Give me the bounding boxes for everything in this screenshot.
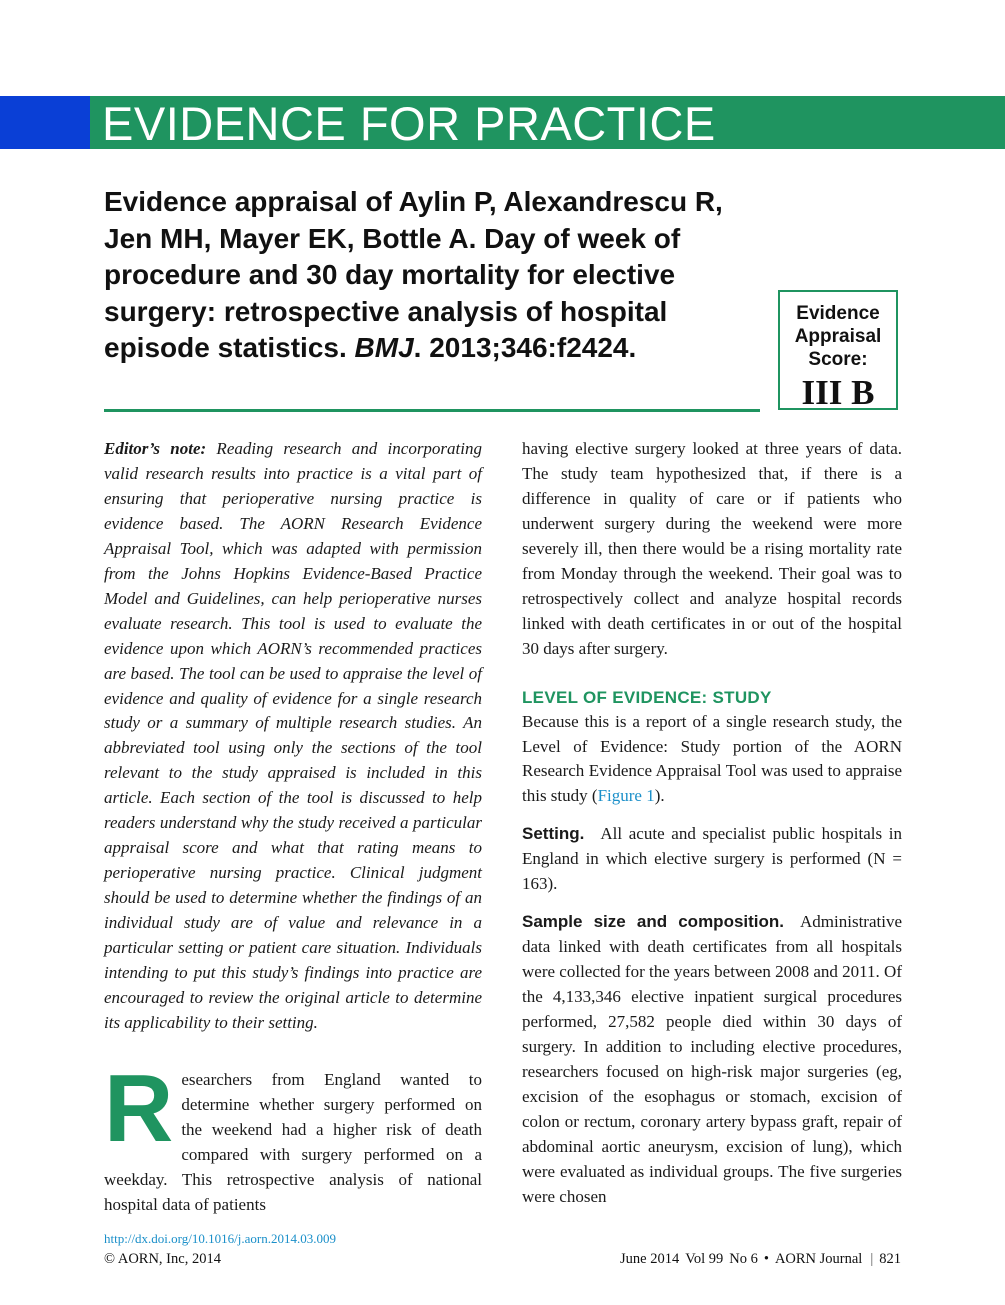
issue-date: June 2014 — [620, 1251, 680, 1267]
figure-1-link[interactable]: Figure 1 — [597, 786, 655, 806]
sample-text: Administrative data linked with death certificates from all hospitals were collected for the years between 2008 and 2011. Of the 4,133,346 elective inpatient surgical procedures performed, 27,582 people died within 30 days of surgery. In addition to including elective procedures, researchers focused on high-risk major surgeries (eg, excision of the esophagus or stomach, excision of colon or rectum, coronary artery bypass graft, repair of abdominal aortic aneurysm, excision of lung), which were evaluated as individual groups. The five surgeries were chosen — [522, 912, 902, 1206]
section-banner-title: EVIDENCE FOR PRACTICE — [102, 97, 716, 150]
sample-heading: Sample size and composition. — [522, 912, 785, 932]
editor-note — [104, 437, 482, 1036]
score-label: Evidence Appraisal Score: — [794, 303, 882, 370]
copyright: © AORN, Inc, 2014 — [104, 1251, 221, 1267]
sample-paragraph — [522, 910, 902, 1209]
drop-cap: R — [104, 1054, 174, 1162]
issue-volume: Vol 99 — [685, 1251, 724, 1267]
footer-bullet: • — [763, 1251, 769, 1267]
score-value: III B — [801, 373, 875, 412]
issue-number: No 6 — [729, 1251, 758, 1267]
level-text-before: Because this is a report of a single research study, the Level of Evidence: Study portion of the AORN Research Evidence Appraisal Tool was used to appraise this study ( — [522, 711, 902, 806]
setting-text: All acute and specialist public hospitals in England in which elective surgery is performed (N = 163). — [522, 824, 902, 894]
footer-journal: AORN Journal — [774, 1251, 863, 1267]
level-text-after: ). — [654, 786, 665, 806]
editor-note-lead: Editor’s note: — [104, 439, 207, 458]
level-of-evidence-paragraph — [522, 710, 902, 810]
right-column — [522, 437, 902, 1210]
title-divider — [104, 409, 760, 412]
intro-text: esearchers from England wanted to determine whether surgery performed on the weekend had a higher risk of death compared with surgery performed on a weekday. This retrospective analysis of national hospital data of patients — [104, 1069, 482, 1214]
continuation-paragraph: having elective surgery looked at three years of data. The study team hypothesized that, if there is a difference in quality of care or if patients who underwent surgery during the weekend were more severely ill, then there would be a rising mortality rate from Monday through the weekend. Their goal was to retrospectively collect and analyze hospital records linked with death certificates in or out of the hospital 30 days after surgery. — [522, 439, 902, 658]
left-column — [104, 437, 482, 1218]
doi-link[interactable]: http://dx.doi.org/10.1016/j.aorn.2014.03.009 — [104, 1231, 336, 1246]
intro-paragraph — [104, 1054, 482, 1218]
level-of-evidence-heading: LEVEL OF EVIDENCE: STUDY — [522, 687, 772, 707]
setting-heading: Setting. — [522, 824, 585, 844]
page-footer — [614, 1251, 901, 1268]
footer-divider: | — [870, 1251, 874, 1267]
setting-paragraph — [522, 822, 902, 897]
journal-name: BMJ — [354, 332, 414, 364]
page-number: 821 — [879, 1251, 901, 1267]
article-title-text: Evidence appraisal of Aylin P, Alexandrescu R, Jen MH, Mayer EK, Bottle A. Day of week of procedure and 30 day mortality for elective surgery: retrospective analysis of hospital episode statistics. — [104, 186, 723, 364]
citation-details: . 2013;346:f2424. — [413, 332, 637, 364]
article-title — [104, 184, 764, 367]
banner-accent-block — [0, 96, 90, 149]
editor-note-text: Reading research and incorporating valid research results into practice is a vital part of ensuring that perioperative nursing practice is evidence based. The AORN Research Evidence Appraisal Tool, which was adapted with permission from the Johns Hopkins Evidence-Based Practice Model and Guidelines, can help perioperative nurses evaluate research. This tool is used to evaluate the evidence upon which AORN’s recommended practices are based. The tool can be used to appraise the level of evidence and quality of evidence for a single research study or a summary of multiple research studies. An abbreviated tool using only the sections of the tool relevant to the study appraised is included in this article. Each section of the tool is discussed to help readers understand why the study received a particular appraisal score and what that rating means to perioperative nursing practice. Clinical judgment should be used to determine whether the findings of an individual study are of value and relevance in a particular setting or patient care situation. Individuals intending to put this study’s findings into practice are encouraged to review the original article to determine its applicability to their setting. — [104, 439, 482, 1032]
appraisal-score-box — [778, 290, 898, 410]
